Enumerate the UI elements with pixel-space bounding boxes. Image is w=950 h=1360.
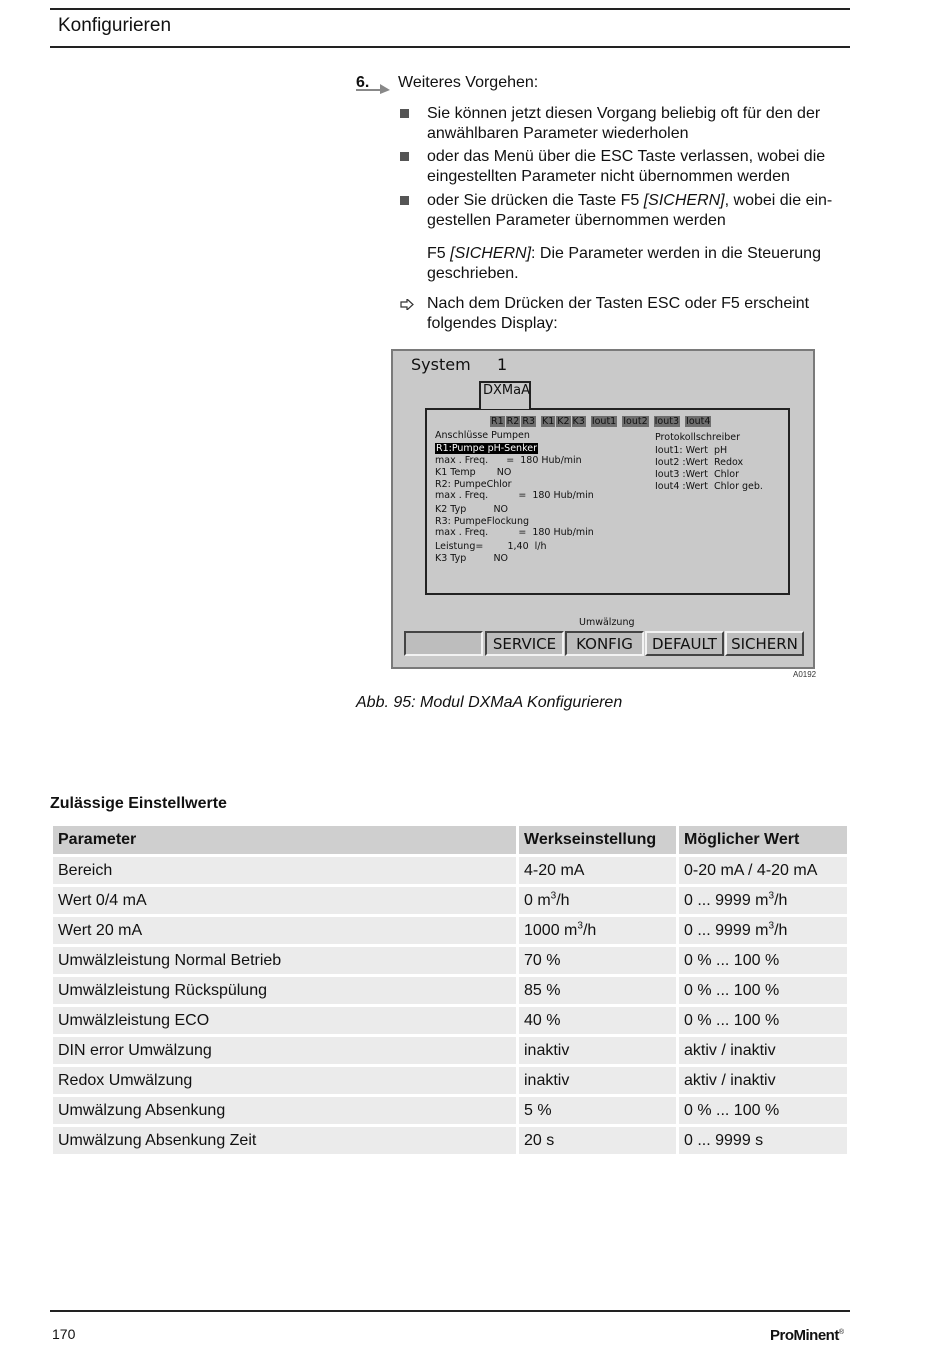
step-arrow-icon xyxy=(356,82,392,94)
system-label: System xyxy=(411,355,471,374)
cell-value: 0 $m^3/h$ xyxy=(524,890,570,910)
table-cell: Wert 0/4 mA xyxy=(53,887,516,914)
table-cell: 0 % ... 100 % xyxy=(679,977,847,1004)
iout2-line: Iout2 :Wert Redox xyxy=(655,457,744,468)
result-item xyxy=(400,294,860,334)
bullet-square-icon xyxy=(400,152,409,161)
bullet-square-icon xyxy=(400,196,409,205)
step-number: 6. xyxy=(356,74,370,91)
r2-freq-line: max . Freq. = 180 Hub/min xyxy=(435,490,594,501)
iout4-line: Iout4 :Wert Chlor geb. xyxy=(655,481,763,492)
table-cell: 0-20 mA / 4-20 mA xyxy=(679,857,847,884)
table-cell: Bereich xyxy=(53,857,516,884)
table-cell: inaktiv xyxy=(519,1067,676,1094)
chip-iout2[interactable]: Iout2 xyxy=(623,416,648,427)
result-arrow-icon xyxy=(400,299,414,310)
bullet-text: Sie können jetzt diesen Vorgang beliebig oft für den der anwählbaren Parameter wiederholen xyxy=(427,105,821,142)
bullet-square-icon xyxy=(400,109,409,118)
column-header: Möglicher Wert xyxy=(679,826,847,854)
table-row xyxy=(53,887,847,914)
table-cell: 0 % ... 100 % xyxy=(679,947,847,974)
softkey-sichern[interactable]: SICHERN xyxy=(725,631,804,656)
table-cell: Umwälzung Absenkung Zeit xyxy=(53,1127,516,1154)
table-cell xyxy=(679,917,847,944)
column-header: Parameter xyxy=(53,826,516,854)
header-bottom-rule xyxy=(50,46,850,48)
page-title: Konfigurieren xyxy=(58,15,172,36)
page-number: 170 xyxy=(52,1326,76,1342)
table-cell: Redox Umwälzung xyxy=(53,1067,516,1094)
chip-k3[interactable]: K3 xyxy=(572,416,585,427)
table-cell: aktiv / inaktiv xyxy=(679,1067,847,1094)
table-cell: inaktiv xyxy=(519,1037,676,1064)
table-heading: Zulässige Einstellwerte xyxy=(50,795,227,812)
softkey-service[interactable]: SERVICE xyxy=(485,631,564,656)
chip-k2[interactable]: K2 xyxy=(557,416,570,427)
channel-chips xyxy=(490,416,712,427)
table-cell: 5 % xyxy=(519,1097,676,1124)
table-row xyxy=(53,917,847,944)
column-header: Werkseinstellung xyxy=(519,826,676,854)
figure-code: A0192 xyxy=(793,670,817,679)
table-cell: Umwälzleistung Rückspülung xyxy=(53,977,516,1004)
table-cell: Wert 20 mA xyxy=(53,917,516,944)
pumps-heading: Anschlüsse Pumpen xyxy=(435,430,530,441)
softkey-default[interactable]: DEFAULT xyxy=(645,631,724,656)
config-panel xyxy=(425,408,790,595)
table-cell: Umwälzung Absenkung xyxy=(53,1097,516,1124)
table-cell: Umwälzleistung ECO xyxy=(53,1007,516,1034)
table-row xyxy=(53,1097,847,1124)
table-row xyxy=(53,947,847,974)
bullet-item xyxy=(400,104,860,144)
table-cell: 4-20 mA xyxy=(519,857,676,884)
figure-caption: Abb. 95: Modul DXMaA Konfigurieren xyxy=(356,694,623,711)
footer-rule xyxy=(50,1310,850,1312)
status-line: Umwälzung xyxy=(579,617,635,628)
r2-line: R2: PumpeChlor xyxy=(435,479,512,490)
bullet-text: oder das Menü über die ESC Taste verlassen, wobei die eingestellten Parameter nicht übernommen werden xyxy=(427,148,826,185)
k2-line: K2 Typ NO xyxy=(435,504,509,515)
table-cell xyxy=(519,917,676,944)
bullet-item xyxy=(400,191,860,231)
system-number: 1 xyxy=(497,355,508,374)
recorder-heading: Protokollschreiber xyxy=(655,432,741,443)
table-row xyxy=(53,1007,847,1034)
r3-freq-line: max . Freq. = 180 Hub/min xyxy=(435,527,594,538)
table-row xyxy=(53,857,847,884)
table-cell: DIN error Umwälzung xyxy=(53,1037,516,1064)
table-cell: Umwälzleistung Normal Betrieb xyxy=(53,947,516,974)
softkey-f1[interactable] xyxy=(404,631,483,656)
leistung-line: Leistung= 1,40 l/h xyxy=(435,541,547,552)
table-cell xyxy=(519,887,676,914)
chip-iout4[interactable]: Iout4 xyxy=(686,416,711,427)
r3-line: R3: PumpeFlockung xyxy=(435,516,529,527)
table-row xyxy=(53,1067,847,1094)
r1-freq-line: max . Freq. = 180 Hub/min xyxy=(435,455,582,466)
table-row xyxy=(53,977,847,1004)
chip-k1[interactable]: K1 xyxy=(541,416,555,427)
cell-value: 1000 $m^3/h$ xyxy=(524,920,597,940)
table-header-row xyxy=(53,826,847,854)
bullet-item xyxy=(400,147,860,187)
iout1-line: Iout1: Wert pH xyxy=(655,445,728,456)
k3-line: K3 Typ NO xyxy=(435,553,509,564)
k1-line: K1 Temp NO xyxy=(435,467,512,478)
device-display xyxy=(391,349,815,669)
chip-r3[interactable]: R3 xyxy=(522,416,535,427)
chip-r2[interactable]: R2 xyxy=(506,416,520,427)
cell-value: 0 ... 9999 $m^3/h$ xyxy=(684,920,788,940)
step-heading: Weiteres Vorgehen: xyxy=(398,74,539,91)
chip-r1[interactable]: R1 xyxy=(491,416,504,427)
cell-value: 0 ... 9999 $m^3/h$ xyxy=(684,890,788,910)
table-row xyxy=(53,1037,847,1064)
iout3-line: Iout3 :Wert Chlor xyxy=(655,469,739,480)
table-cell: 20 s xyxy=(519,1127,676,1154)
tab-dxmaa[interactable]: DXMaA xyxy=(479,381,531,409)
chip-iout3[interactable]: Iout3 xyxy=(654,416,680,427)
table-cell: 70 % xyxy=(519,947,676,974)
settings-table xyxy=(50,823,850,1157)
table-cell: 0 ... 9999 s xyxy=(679,1127,847,1154)
note-paragraph: F5 [SICHERN]: Die Parameter werden in die Steuerung geschrieben. xyxy=(427,245,821,282)
r1-line-selected[interactable]: R1:Pumpe pH-Senker xyxy=(436,443,537,454)
brand-logo: ProMinent® xyxy=(770,1327,844,1344)
table-cell: 40 % xyxy=(519,1007,676,1034)
table-cell: 85 % xyxy=(519,977,676,1004)
table-cell: aktiv / inaktiv xyxy=(679,1037,847,1064)
chip-iout1[interactable]: Iout1 xyxy=(591,416,617,427)
bullet-text: oder Sie drücken die Taste F5 [SICHERN], wobei die ein-gestellen Parameter übernommen werden xyxy=(427,192,833,229)
table-cell xyxy=(679,887,847,914)
table-row xyxy=(53,1127,847,1154)
table-cell: 0 % ... 100 % xyxy=(679,1097,847,1124)
header-top-rule xyxy=(50,8,850,10)
softkey-konfig[interactable]: KONFIG xyxy=(565,631,644,656)
table-cell: 0 % ... 100 % xyxy=(679,1007,847,1034)
result-text: Nach dem Drücken der Tasten ESC oder F5 erscheint folgendes Display: xyxy=(427,295,810,332)
